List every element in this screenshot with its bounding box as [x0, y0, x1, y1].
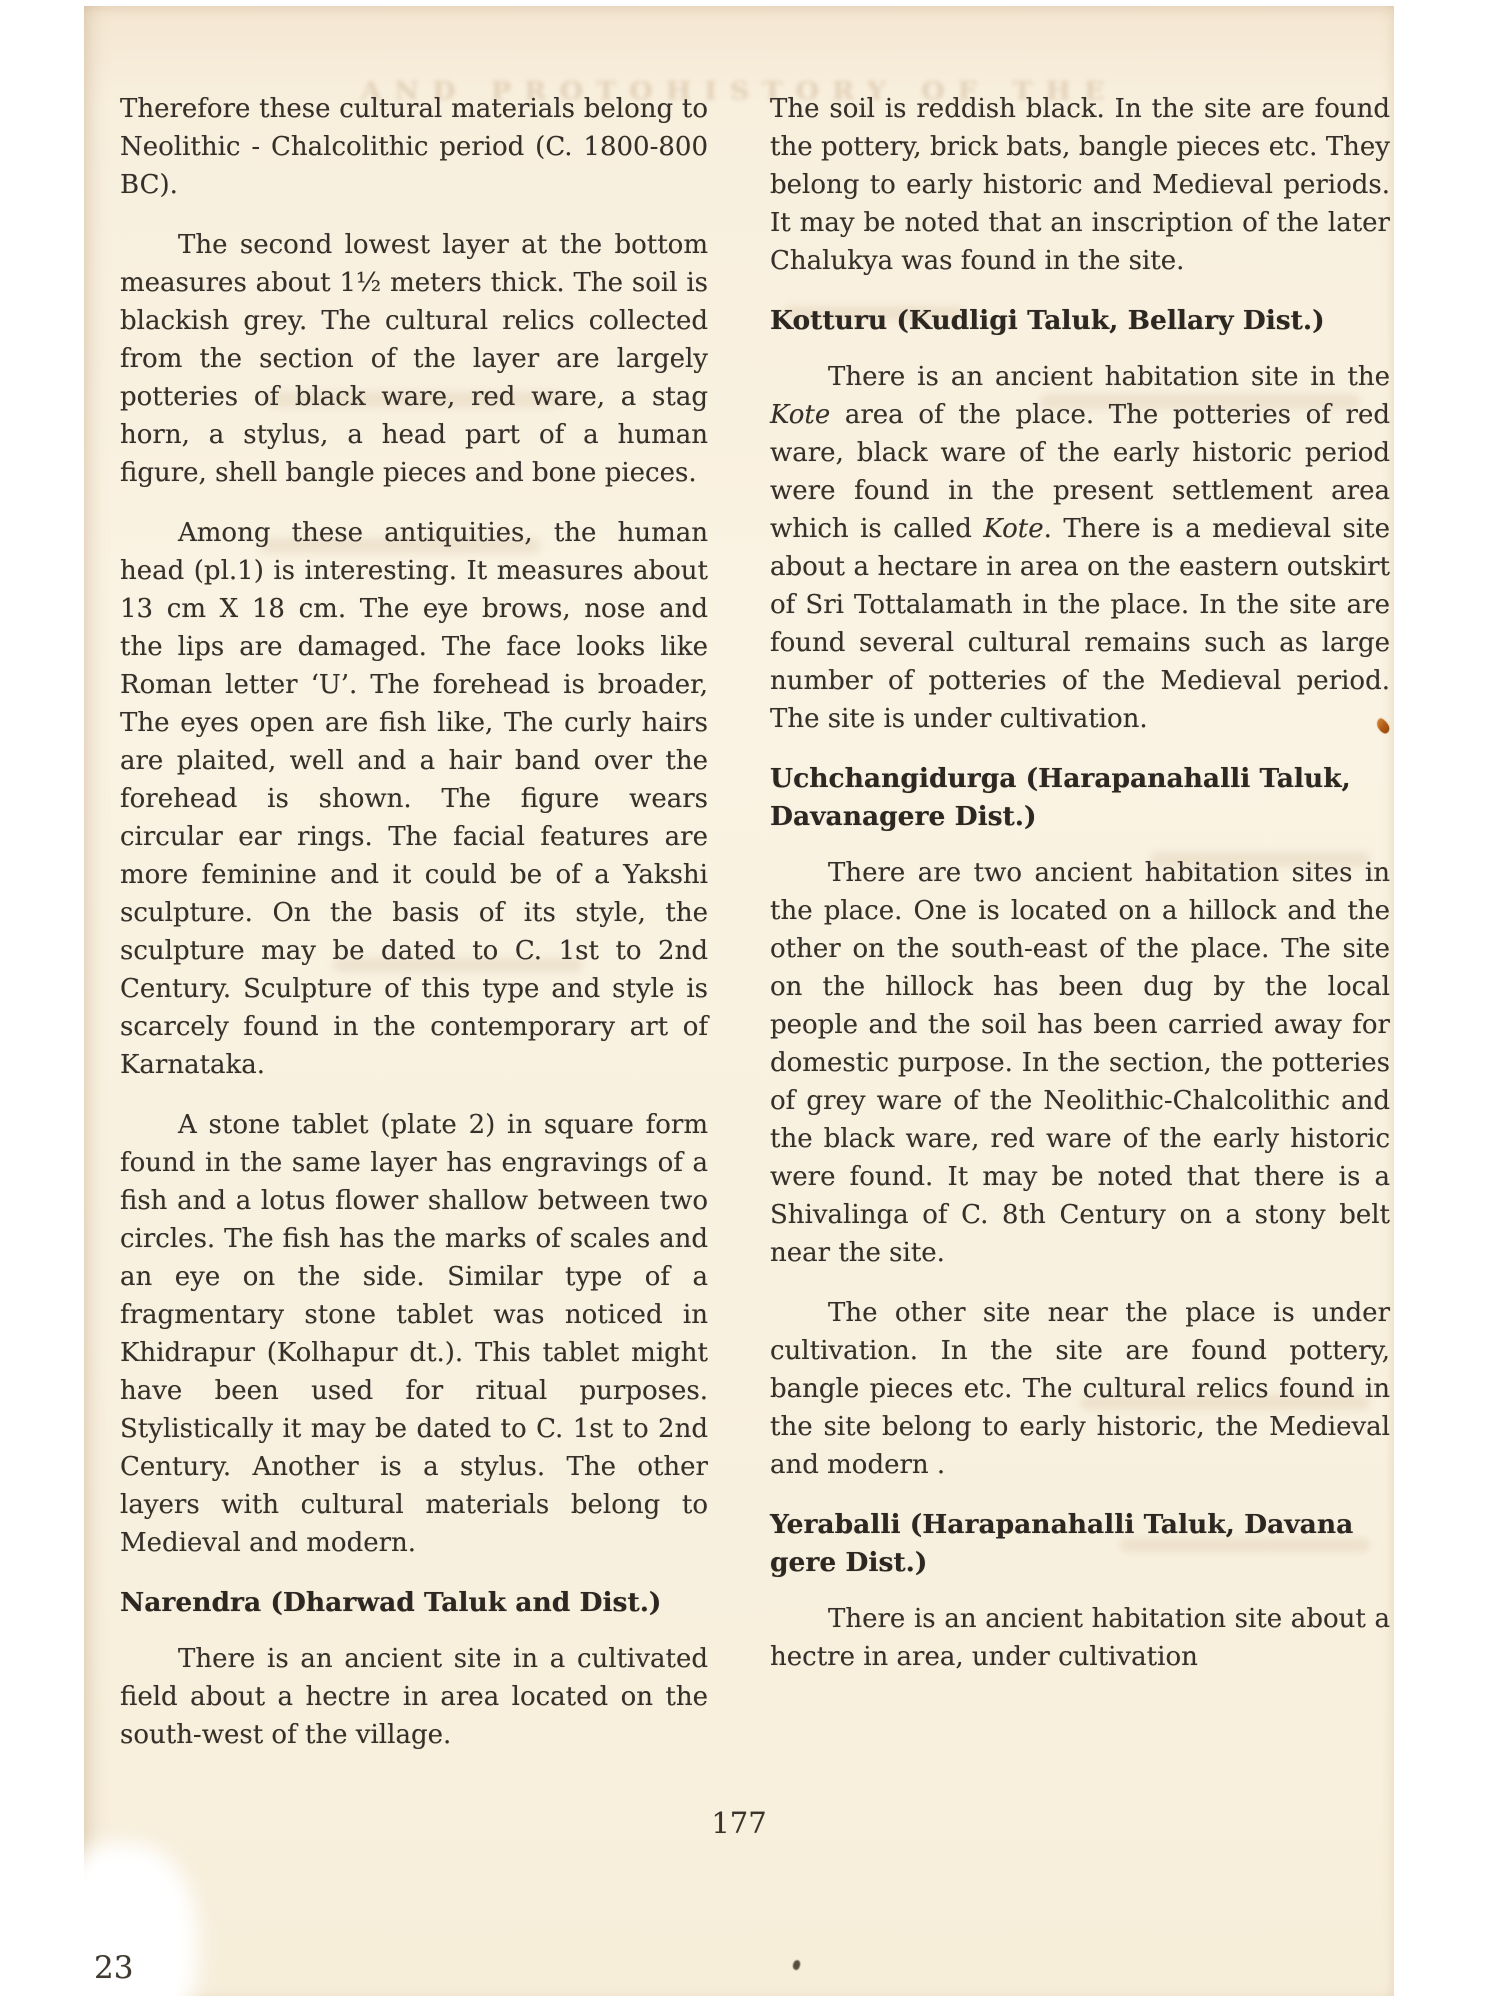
section-heading-uchchangidurga: Uchchangidurga (Harapanahalli Taluk, Davanagere Dist.) [770, 763, 1351, 832]
paragraph: There is an ancient habitation site about a hectre in area, under cultivation [770, 1604, 1390, 1672]
paragraph: There are two ancient habitation sites in the place. One is located on a hillock and the other on the south-east of the place. The site on the hillock has been dug by the local people and the soil has been carried away for domestic purpose. In the section, the potteries of grey ware of the Neolithic-Chalcolithic and the black ware, red ware of the early historic were found. It may be noted that there is a Shivalinga of C. 8th Century on a stony belt near the site. [770, 858, 1390, 1268]
page-number: 177 [711, 1806, 767, 1840]
left-column [120, 90, 708, 1776]
ghost-bleed-text: AND PROTOHISTORY OF THE [360, 77, 1118, 106]
paragraph: A stone tablet (plate 2) in square form found in the same layer has engravings of a fish and a lotus flower shallow between two circles. The fish has the marks of scales and an eye on the side. Similar type of a fragmentary stone tablet was noticed in Khidrapur (Kolhapur dt.). This tablet might have been used for ritual purposes. Stylistically it may be dated to C. 1st to 2nd Century. Another is a stylus. The other layers with cultural materials belong to Medieval and modern. [120, 1110, 708, 1558]
paragraph: The other site near the place is under cultivation. In the site are found pottery, bangle pieces etc. The cultural relics found in the site belong to early historic, the Medieval and modern . [770, 1298, 1390, 1480]
paragraph [770, 358, 1390, 738]
paragraph: Among these antiquities, the human head (pl.1) is interesting. It measures about 13 cm X 18 cm. The eye brows, nose and the lips are damaged. The face looks like Roman letter ‘U’. The forehead is broader, The eyes open are fish like, The curly hairs are plaited, well and a hair band over the forehead is shown. The figure wears circular ear rings. The facial features are more feminine and it could be of a Yakshi sculpture. On the basis of its style, the sculpture may be dated to C. 1st to 2nd Century. Sculpture of this type and style is scarcely found in the contemporary art of Karnataka. [120, 518, 708, 1080]
text-segment-italic: Kote [983, 514, 1044, 544]
text-segment: . There is a medieval site about a hectare in area on the eastern outskirt of Sri Tottalamath in the place. In the site are found several cultural remains such as large number of potteries of the Medieval period. The site is under cultivation. [770, 514, 1390, 734]
corner-number: 23 [94, 1950, 134, 1986]
text-segment: There is an ancient habitation site in the [828, 362, 1390, 392]
paragraph: There is an ancient site in a cultivated field about a hectre in area located on the south-west of the village. [120, 1644, 708, 1750]
section-heading-yeraballi: Yeraballi (Harapanahalli Taluk, Davana gere Dist.) [770, 1509, 1354, 1578]
text-segment-italic: Kote [770, 400, 831, 430]
book-page [84, 6, 1394, 1996]
paragraph: The soil is reddish black. In the site are found the pottery, brick bats, bangle pieces etc. They belong to early historic and Medieval periods. It may be noted that an inscription of the later Chalukya was found in the site. [770, 94, 1390, 276]
section-heading-narendra: Narendra (Dharwad Taluk and Dist.) [120, 1587, 662, 1618]
paragraph: The second lowest layer at the bottom measures about 1½ meters thick. The soil is blackish grey. The cultural relics collected from the section of the layer are largely potteries of black ware, red ware, a stag horn, a stylus, a head part of a human figure, shell bangle pieces and bone pieces. [120, 230, 708, 488]
ink-speck [792, 1959, 802, 1971]
paragraph: Therefore these cultural materials belong to Neolithic - Chalcolithic period (C. 1800-800 BC). [120, 94, 708, 200]
section-heading-kotturu: Kotturu (Kudligi Taluk, Bellary Dist.) [770, 305, 1325, 336]
text-segment: area of the place. The potteries of red ware, black ware of the early historic period were found in the present settlement area which is called [770, 400, 1390, 544]
right-column [770, 90, 1390, 1698]
